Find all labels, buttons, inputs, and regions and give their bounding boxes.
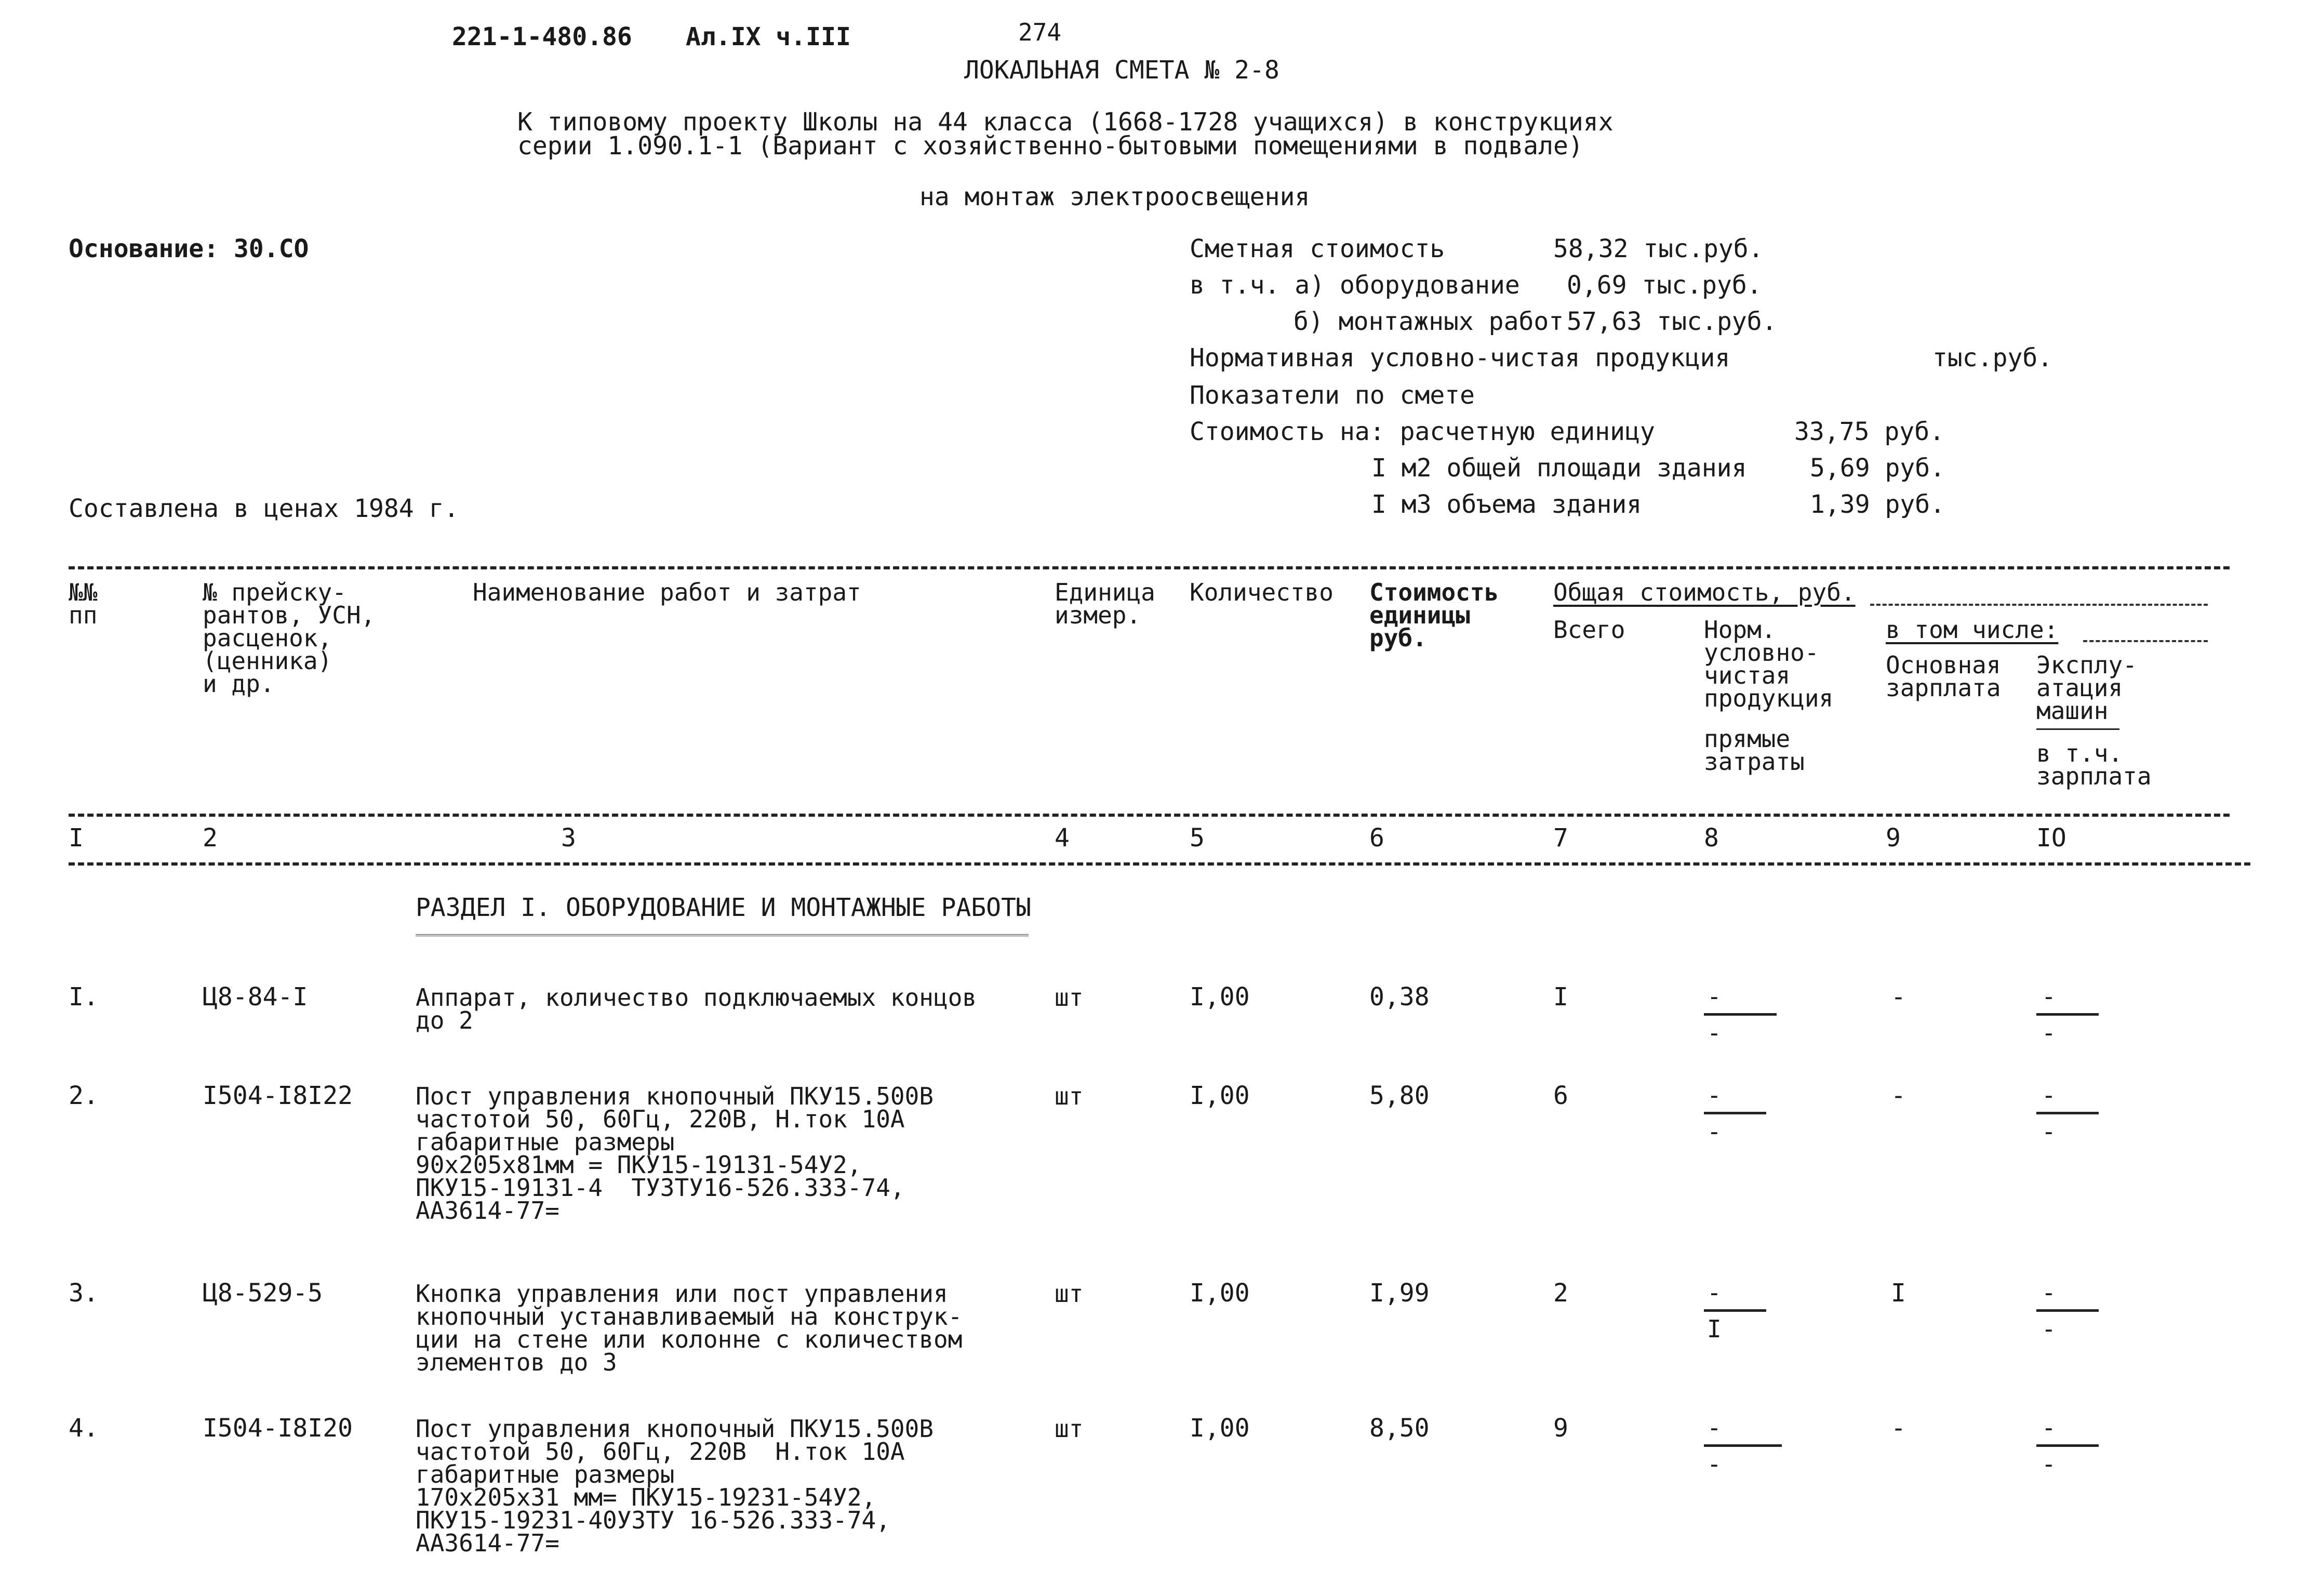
row-c8-divider [1704,1444,1782,1447]
header-col-4: Единица измер. [1055,578,1155,629]
per-m2-value: 5,69 руб. [1810,454,1945,483]
normative-label: Нормативная условно-чистая продукция [1190,343,1730,373]
row-c10-bottom: - [2042,1118,2056,1146]
row-code: I504-I8I20 [203,1414,353,1443]
estimated-cost-label: Сметная стоимость [1190,234,1445,263]
row-code: Ц8-529-5 [203,1279,323,1308]
row-c8-top: - [1707,1081,1722,1109]
row-number: 3. [69,1279,99,1308]
row-c8-bottom: - [1707,1118,1722,1146]
row-unit-cost: I,99 [1369,1279,1430,1308]
row-unit: шт [1055,1415,1084,1443]
row-c8-bottom: - [1707,1450,1722,1478]
row-c8-top: - [1707,1279,1722,1307]
section-title-underline [416,934,1029,936]
row-unit-cost: 8,50 [1369,1414,1430,1443]
row-c9: - [1891,982,1906,1012]
column-number: 8 [1704,823,1719,853]
row-c8-divider [1704,1013,1777,1016]
header-col-3: Наименование работ и затрат [473,578,861,606]
row-unit: шт [1055,983,1084,1012]
indicators-label: Показатели по смете [1190,381,1475,410]
row-c10-top: - [2042,1414,2056,1442]
column-number: 6 [1369,823,1384,853]
page-number: 274 [1018,18,1062,46]
header-col-10-divider [2036,728,2119,730]
header-col-6: Стоимость единицы руб. [1369,578,1499,652]
header-incl-group: в том числе: [1886,616,2059,644]
per-m3-label: I м3 объема здания [1371,490,1642,519]
column-number: 2 [203,823,218,853]
row-quantity: I,00 [1190,1414,1250,1443]
price-level-note: Составлена в ценах 1984 г. [69,494,459,523]
row-c10-top: - [2042,1081,2056,1109]
row-name: Аппарат, количество подключаемых концов до 2 [416,983,977,1034]
installation-value: 57,63 тыс.руб. [1567,307,1777,336]
row-c10-divider [2036,1112,2099,1114]
column-number: 3 [561,823,576,853]
header-col-8-bottom: прямые затраты [1704,725,1805,776]
per-m3-value: 1,39 руб. [1810,490,1945,519]
row-number: I. [69,982,99,1012]
per-m2-label: I м2 общей площади здания [1371,454,1747,483]
row-name: Кнопка управления или пост управления кнопочный устанавливаемый на конструк- ции на стене или колонне с количеством элементов до 3 [416,1280,963,1376]
header-incl-group-rule [2083,640,2208,642]
equipment-value: 0,69 тыс.руб. [1567,271,1762,300]
row-c8-top: - [1707,982,1722,1010]
album-reference: Ал.IX ч.III [686,22,851,51]
row-c9: - [1891,1414,1906,1443]
subtitle-line-3: на монтаж электроосвещения [919,182,1310,211]
installation-label: б) монтажных работ [1293,307,1564,336]
row-c10-top: - [2042,982,2056,1010]
header-col-2: № прейску- рантов, УСН, расценок, (ценника) и др. [203,578,376,698]
row-c10-bottom: - [2042,1450,2056,1478]
document-code: 221-1-480.86 [452,22,632,51]
column-number: 4 [1055,823,1070,853]
row-total: 6 [1553,1081,1568,1110]
column-number: I [69,823,84,853]
equipment-label: в т.ч. а) оборудование [1190,271,1520,300]
row-name: Пост управления кнопочный ПКУ15.500В частотой 50, 60Гц, 220В Н.ток 10А габаритные размеры 170х205х31 мм= ПКУ15-19231-54У2, ПКУ15-19231-40УЗТУ 16-526.333-74, АА3614-77= [416,1415,934,1557]
row-unit-cost: 0,38 [1369,982,1430,1012]
row-code: Ц8-84-I [203,982,308,1012]
basis-label: Основание: 30.СО [69,234,309,263]
header-total-group-rule [1870,604,2208,606]
row-quantity: I,00 [1190,1279,1250,1308]
column-number: 5 [1190,823,1205,853]
section-title: РАЗДЕЛ I. ОБОРУДОВАНИЕ И МОНТАЖНЫЕ РАБОТЫ [416,893,1031,922]
row-c8-bottom: - [1707,1019,1722,1047]
cost-per-unit-label: Стоимость на: расчетную единицу [1190,417,1655,446]
row-c8-top: - [1707,1414,1722,1442]
row-unit: шт [1055,1082,1084,1110]
header-col-7: Всего [1553,616,1625,644]
row-number: 4. [69,1414,99,1443]
column-number: 7 [1553,823,1568,853]
row-c10-divider [2036,1013,2099,1016]
row-c8-divider [1704,1309,1766,1312]
table-top-rule [69,566,2230,569]
row-unit: шт [1055,1280,1084,1308]
header-col-10-bottom: в т.ч. зарплата [2036,739,2152,790]
row-c8-bottom: I [1707,1315,1722,1343]
row-quantity: I,00 [1190,982,1250,1012]
row-c9: I [1891,1279,1906,1308]
column-numbers-rule [69,862,2250,866]
row-c8-divider [1704,1112,1766,1114]
row-c10-divider [2036,1309,2099,1312]
row-c9: - [1891,1081,1906,1110]
row-c10-top: - [2042,1279,2056,1307]
column-number: IO [2036,823,2066,853]
row-total: 2 [1553,1279,1568,1308]
document-title: ЛОКАЛЬНАЯ СМЕТА № 2-8 [964,56,1279,85]
row-quantity: I,00 [1190,1081,1250,1110]
header-col-9: Основная зарплата [1886,651,2001,702]
estimated-cost-value: 58,32 тыс.руб. [1553,234,1764,263]
header-col-1: №№ пп [69,578,98,629]
row-total: 9 [1553,1414,1568,1443]
row-number: 2. [69,1081,99,1110]
row-c10-bottom: - [2042,1019,2056,1047]
subtitle-line-1: К типовому проекту Школы на 44 класса (1668-1728 учащихся) в конструкциях [517,108,1613,137]
row-c10-divider [2036,1444,2099,1447]
header-total-group: Общая стоимость, руб. [1553,578,1856,606]
header-bottom-rule [69,814,2230,817]
column-number: 9 [1886,823,1901,853]
subtitle-line-2: серии 1.090.1-1 (Вариант с хозяйственно-бытовыми помещениями в подвале) [517,131,1583,161]
row-name: Пост управления кнопочный ПКУ15.500В частотой 50, 60Гц, 220В, Н.ток 10А габаритные размеры 90х205х81мм = ПКУ15-19131-54У2, ПКУ15-19131-4 ТУЗТУ16-526.333-74, АА3614-77= [416,1082,934,1225]
header-col-8-top: Норм. условно- чистая продукция [1704,616,1834,712]
row-total: I [1553,982,1568,1012]
normative-unit: тыс.руб. [1932,343,2053,373]
row-code: I504-I8I22 [203,1081,353,1110]
header-col-5: Количество [1190,578,1333,606]
row-c10-bottom: - [2042,1315,2056,1343]
cost-per-unit-value: 33,75 руб. [1794,417,1944,446]
row-unit-cost: 5,80 [1369,1081,1430,1110]
header-col-10-top: Эксплу- атация машин [2036,651,2137,725]
